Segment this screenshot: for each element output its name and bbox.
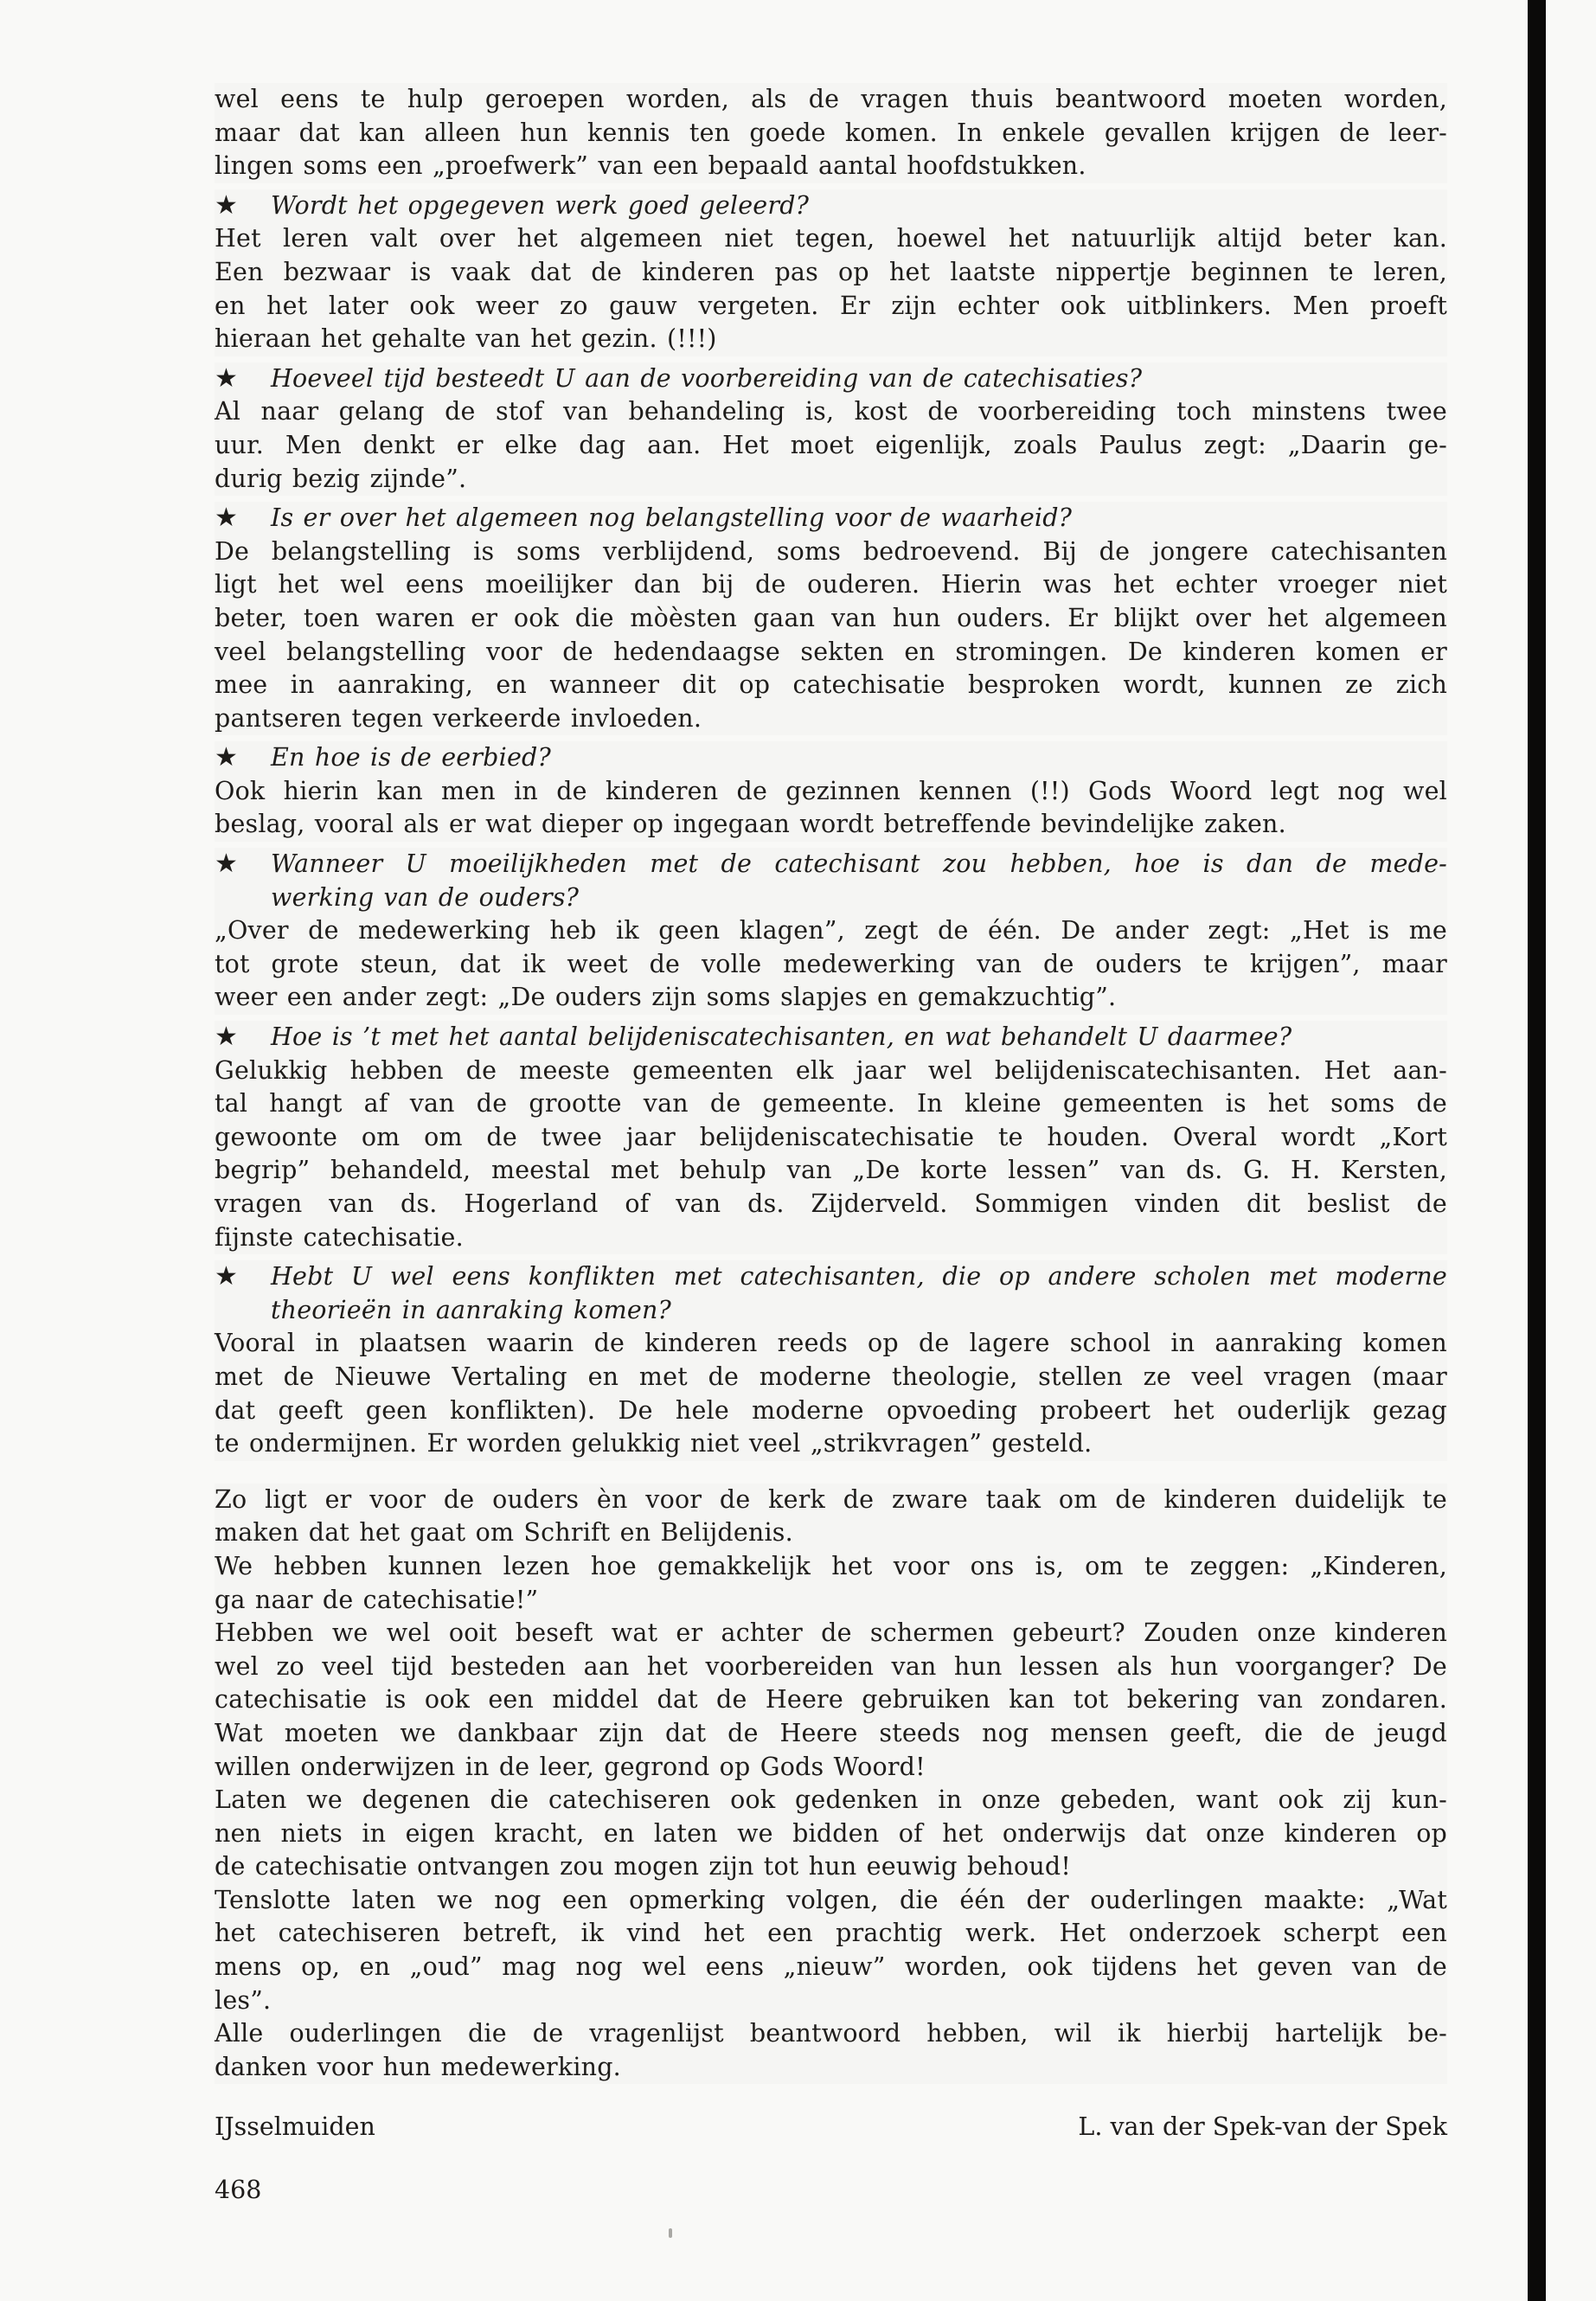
text-line: met de Nieuwe Vertaling en met de moderne theologie, stellen ze veel vragen (maar bbox=[215, 1362, 1447, 1391]
star-bullet-icon: ★ bbox=[215, 189, 238, 221]
question-text: Hoe is ’t met het aantal belijdeniscatechisanten, en wat behandelt U daarmee? bbox=[271, 1022, 1292, 1052]
star-bullet-icon: ★ bbox=[215, 503, 238, 534]
paragraph-block bbox=[215, 1884, 1447, 2017]
text-line: uur. Men denkt er elke dag aan. Het moet eigenlijk, zoals Paulus zegt: „Daarin ge- bbox=[215, 430, 1447, 459]
question-text: Hoeveel tijd besteedt U aan de voorbereiding van de catechisaties? bbox=[271, 363, 1143, 393]
question-text: Wanneer U moeilijkheden met de catechisant zou hebben, hoe is dan de mede- bbox=[271, 849, 1447, 879]
page-number: 468 bbox=[215, 2176, 262, 2205]
text-line: willen onderwijzen in de leer, gegrond op Gods Woord! bbox=[215, 1752, 926, 1781]
question-text: Is er over het algemeen nog belangstelling voor de waarheid? bbox=[271, 503, 1073, 533]
question-block bbox=[215, 189, 1447, 223]
footer-location: IJsselmuiden bbox=[215, 2112, 375, 2142]
paragraph-block bbox=[215, 914, 1447, 1015]
scan-edge-bar bbox=[1528, 0, 1546, 2301]
paragraph-block bbox=[215, 395, 1447, 496]
text-line: Tenslotte laten we nog een opmerking volgen, die één der ouderlingen maakte: „Wat bbox=[215, 1885, 1447, 1914]
text-line: te ondermijnen. Er worden gelukkig niet veel „strikvragen” gesteld. bbox=[215, 1429, 1093, 1458]
star-bullet-icon: ★ bbox=[215, 849, 238, 880]
text-line: danken voor hun medewerking. bbox=[215, 2052, 621, 2081]
text-line: wel zo veel tijd besteden aan het voorbereiden van hun lessen als hun voorganger? De bbox=[215, 1651, 1447, 1681]
text-line: Al naar gelang de stof van behandeling is, kost de voorbereiding toch minstens twee bbox=[215, 397, 1447, 426]
question-block bbox=[215, 1260, 1447, 1327]
text-line: Laten we degenen die catechiseren ook gedenken in onze gebeden, want ook zij kun- bbox=[215, 1785, 1447, 1815]
question-block bbox=[215, 362, 1447, 396]
text-line: durig bezig zijnde”. bbox=[215, 464, 467, 493]
question-line bbox=[215, 741, 1447, 775]
text-line: pantseren tegen verkeerde invloeden. bbox=[215, 703, 702, 733]
footer-author: L. van der Spek-van der Spek bbox=[1078, 2112, 1447, 2142]
paragraph-block bbox=[215, 222, 1447, 356]
star-bullet-icon: ★ bbox=[215, 1022, 238, 1053]
text-line: wel eens te hulp geroepen worden, als de vragen thuis beantwoord moeten worden, bbox=[215, 85, 1447, 113]
text-line: Het leren valt over het algemeen niet tegen, hoewel het natuurlijk altijd beter kan. bbox=[215, 224, 1447, 253]
text-line: tal hangt af van de grootte van de gemeente. In kleine gemeenten is het soms de bbox=[215, 1089, 1447, 1118]
text-line: Hebben we wel ooit beseft wat er achter de schermen gebeurt? Zouden onze kinderen bbox=[215, 1618, 1447, 1648]
text-line: begrip” behandeld, meestal met behulp van „De korte lessen” van ds. G. H. Kersten, bbox=[215, 1156, 1447, 1185]
text-line: Een bezwaar is vaak dat de kinderen pas op het laatste nippertje beginnen te leren, bbox=[215, 257, 1447, 286]
star-bullet-icon: ★ bbox=[215, 742, 238, 773]
text-line: lingen soms een „proefwerk” van een bepaald aantal hoofdstukken. bbox=[215, 151, 1086, 181]
text-line: Wat moeten we dankbaar zijn dat de Heere steeds nog mensen geeft, die de jeugd bbox=[215, 1718, 1447, 1747]
text-line: gewoonte om om de twee jaar belijdeniscatechisatie te houden. Overal wordt „Kort bbox=[215, 1122, 1447, 1151]
question-text: Hebt U wel eens konflikten met catechisanten, die op andere scholen met moderne bbox=[271, 1262, 1447, 1292]
text-line: Alle ouderlingen die de vragenlijst beantwoord hebben, wil ik hierbij hartelijk be- bbox=[215, 2019, 1447, 2048]
text-line: maken dat het gaat om Schrift en Belijdenis. bbox=[215, 1518, 793, 1548]
footer-row bbox=[215, 2111, 1447, 2144]
star-bullet-icon: ★ bbox=[215, 1261, 238, 1292]
text-line: de catechisatie ontvangen zou mogen zijn tot hun eeuwig behoud! bbox=[215, 1852, 1072, 1881]
text-line: We hebben kunnen lezen hoe gemakkelijk het voor ons is, om te zeggen: „Kinderen, bbox=[215, 1551, 1447, 1580]
paragraph-block bbox=[215, 1784, 1447, 1884]
question-text: theorieën in aanraking komen? bbox=[271, 1295, 671, 1324]
text-line: nen niets in eigen kracht, en laten we bidden of het onderwijs dat onze kinderen op bbox=[215, 1818, 1447, 1848]
text-line: ga naar de catechisatie!” bbox=[215, 1585, 539, 1614]
text-line: vragen van ds. Hogerland of van ds. Zijderveld. Sommigen vinden dit beslist de bbox=[215, 1189, 1447, 1218]
question-line bbox=[215, 1260, 1447, 1294]
question-line bbox=[215, 848, 1447, 881]
text-line: fijnste catechisatie. bbox=[215, 1222, 464, 1252]
question-block bbox=[215, 741, 1447, 775]
text-line: Vooral in plaatsen waarin de kinderen reeds op de lagere school in aanraking komen bbox=[215, 1329, 1447, 1358]
question-line bbox=[215, 189, 1447, 223]
text-line: catechisatie is ook een middel dat de Heere gebruiken kan tot bekering van zondaren. bbox=[215, 1685, 1447, 1715]
paragraph-block bbox=[215, 1550, 1447, 1617]
question-block bbox=[215, 1021, 1447, 1054]
paragraph-block bbox=[215, 83, 1447, 183]
text-line: beslag, vooral als er wat dieper op ingegaan wordt betreffende bevindelijke zaken. bbox=[215, 810, 1286, 839]
text-line: Zo ligt er voor de ouders èn voor de kerk de zware taak om de kinderen duidelijk te bbox=[215, 1484, 1447, 1514]
paragraph-block bbox=[215, 1054, 1447, 1255]
question-line bbox=[215, 362, 1447, 396]
text-line: les”. bbox=[215, 1985, 272, 2015]
text-line: tot grote steun, dat ik weet de volle medewerking van de ouders te krijgen”, maar bbox=[215, 949, 1447, 978]
text-line: De belangstelling is soms verblijdend, soms bedroevend. Bij de jongere catechisanten bbox=[215, 536, 1447, 566]
text-line: het catechiseren betreft, ik vind het een prachtig werk. Het onderzoek scherpt een bbox=[215, 1919, 1447, 1948]
text-line: hieraan het gehalte van het gezin. (!!!) bbox=[215, 324, 717, 354]
scan-speck bbox=[669, 2228, 672, 2238]
text-line: en het later ook weer zo gauw vergeten. Er zijn echter ook uitblinkers. Men proeft bbox=[215, 291, 1447, 320]
text-line: Gelukkig hebben de meeste gemeenten elk jaar wel belijdeniscatechisanten. Het aan- bbox=[215, 1055, 1447, 1085]
question-line bbox=[215, 1021, 1447, 1054]
paragraph-block bbox=[215, 2017, 1447, 2084]
text-line: veel belangstelling voor de hedendaagse sekten en stromingen. De kinderen komen er bbox=[215, 637, 1447, 666]
text-column bbox=[215, 83, 1447, 2208]
paragraph-block bbox=[215, 535, 1447, 736]
question-block bbox=[215, 502, 1447, 535]
text-line: beter, toen waren er ook die mòèsten gaan van hun ouders. Er blijkt over het algemeen bbox=[215, 603, 1447, 632]
paragraph-block bbox=[215, 775, 1447, 842]
text-line: mee in aanraking, en wanneer dit op catechisatie besproken wordt, kunnen ze zich bbox=[215, 670, 1447, 700]
question-line bbox=[215, 502, 1447, 535]
star-bullet-icon: ★ bbox=[215, 362, 238, 394]
question-line bbox=[215, 1294, 1447, 1328]
question-text: werking van de ouders? bbox=[271, 882, 580, 912]
text-line: ligt het wel eens moeilijker dan bij de ouderen. Hierin was het echter vroeger niet bbox=[215, 570, 1447, 599]
text-line: Ook hierin kan men in de kinderen de gezinnen kennen (!!) Gods Woord legt nog wel bbox=[215, 776, 1447, 805]
text-line: dat geeft geen konflikten). De hele moderne opvoeding probeert het ouderlijk gezag bbox=[215, 1395, 1447, 1425]
text-line: „Over de medewerking heb ik geen klagen”, zegt de één. De ander zegt: „Het is me bbox=[215, 916, 1447, 945]
question-block bbox=[215, 848, 1447, 914]
question-text: Wordt het opgegeven werk goed geleerd? bbox=[271, 190, 810, 220]
paragraph-block bbox=[215, 1327, 1447, 1460]
text-line: maar dat kan alleen hun kennis ten goede komen. In enkele gevallen krijgen de leer- bbox=[215, 118, 1447, 147]
question-line bbox=[215, 881, 1447, 915]
text-line: weer een ander zegt: „De ouders zijn soms slapjes en gemakzuchtig”. bbox=[215, 983, 1117, 1012]
paragraph-block bbox=[215, 1484, 1447, 1550]
paragraph-block bbox=[215, 1617, 1447, 1784]
text-line: mens op, en „oud” mag nog wel eens „nieuw” worden, ook tijdens het geven van de bbox=[215, 1952, 1447, 1982]
question-text: En hoe is de eerbied? bbox=[271, 743, 551, 772]
